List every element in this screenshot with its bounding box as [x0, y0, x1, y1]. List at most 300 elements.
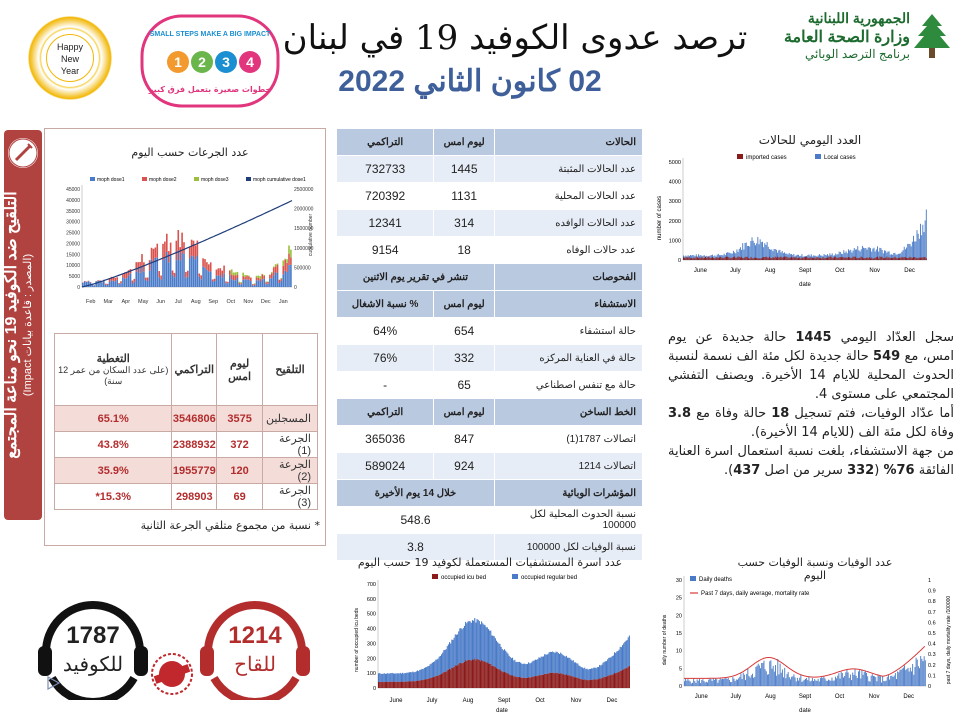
regular-bed-bar — [409, 672, 410, 681]
cases-label: عدد الحالات المثبتة — [495, 156, 643, 183]
regular-bed-bar — [616, 652, 617, 673]
table-row — [55, 432, 318, 458]
daily-deaths-bar — [858, 671, 859, 686]
vac-dose2-bar — [191, 240, 193, 256]
daily-cases-bar — [915, 241, 916, 260]
regular-bed-bar — [545, 654, 546, 673]
regular-bed-bar — [488, 629, 489, 663]
vac-y2-label: cumulative number — [308, 213, 314, 257]
legend-imported-swatch — [737, 154, 743, 159]
imported-cases-bar — [704, 258, 705, 260]
daily-deaths-bar — [692, 683, 693, 686]
summary-text-part: سجل العدّاد اليومي — [840, 330, 954, 345]
daily-deaths-bar — [841, 672, 842, 686]
daily-cases-bar — [753, 241, 754, 260]
vac-dose3-bar — [271, 272, 273, 273]
vac-dose1-bar — [231, 279, 233, 287]
imported-cases-bar — [683, 257, 684, 260]
vac-dose2-bar — [218, 268, 220, 276]
daily-deaths-bar — [899, 670, 900, 686]
daily-deaths-bar — [740, 674, 741, 686]
icu-bed-bar — [544, 674, 545, 688]
imported-cases-bar — [712, 257, 713, 260]
icu-bed-bar — [569, 675, 570, 688]
regular-bed-bar — [509, 656, 510, 675]
imported-cases-bar — [818, 257, 819, 260]
regular-bed-bar — [609, 658, 610, 676]
imported-cases-bar — [723, 258, 724, 260]
regular-bed-bar — [562, 655, 563, 674]
imported-cases-bar — [893, 257, 894, 260]
vac-dose1-bar — [139, 273, 141, 287]
imported-cases-bar — [778, 258, 779, 260]
axis-tick-label: 400 — [366, 626, 376, 633]
regular-bed-bar — [491, 635, 492, 666]
regular-bed-bar — [495, 638, 496, 667]
vac-dose1-bar — [107, 285, 109, 287]
vac-dose3-bar — [242, 273, 244, 276]
regular-bed-bar — [448, 644, 449, 669]
icu-bed-bar — [541, 675, 542, 688]
imported-cases-bar — [734, 257, 735, 260]
regular-bed-bar — [424, 668, 425, 680]
icu-bed-bar — [519, 677, 520, 688]
imported-cases-bar — [721, 258, 722, 260]
regular-bed-bar — [614, 652, 615, 673]
regular-bed-bar — [396, 673, 397, 681]
icu-bed-bar — [583, 680, 584, 688]
imported-cases-bar — [831, 257, 832, 260]
table-row — [337, 291, 643, 318]
daily-deaths-bar — [883, 681, 884, 686]
daily-deaths-bar — [833, 681, 834, 686]
imported-cases-bar — [886, 257, 887, 260]
imported-cases-bar — [752, 258, 753, 260]
daily-deaths-bar — [864, 672, 865, 686]
vac-row-yesterday: 120 — [217, 458, 263, 484]
imported-cases-bar — [718, 258, 719, 260]
imported-cases-bar — [792, 258, 793, 260]
vac-dose1-bar — [229, 275, 231, 287]
regular-bed-bar — [561, 654, 562, 674]
regular-bed-bar — [431, 664, 432, 678]
vac-row-label: المسجلين — [263, 406, 318, 432]
daily-cases-bar — [912, 242, 913, 260]
axis-month-label: Dec — [903, 694, 915, 700]
axis-tick-label: 5 — [678, 666, 682, 673]
icu-bed-bar — [460, 663, 461, 688]
regular-bed-bar — [580, 666, 581, 679]
icu-bed-bar — [450, 669, 451, 688]
imported-cases-bar — [710, 258, 711, 260]
regular-bed-bar — [402, 673, 403, 682]
cases-cumulative: 9154 — [337, 237, 434, 264]
regular-bed-bar — [425, 667, 426, 679]
daily-deaths-bar — [894, 676, 895, 686]
imported-cases-bar — [842, 257, 843, 260]
hotline-header-label: الخط الساخن — [495, 399, 643, 426]
hosp-header-yesterday: ليوم امس — [434, 291, 495, 318]
daily-deaths-bar — [712, 681, 713, 686]
axis-tick-label: 2000 — [668, 218, 681, 225]
imported-cases-bar — [921, 258, 922, 260]
vac-dose1-bar — [246, 280, 248, 287]
legend-local-swatch — [815, 154, 821, 159]
vac-dose2-bar — [231, 275, 233, 280]
vac-dose2-bar — [265, 282, 267, 284]
icu-bed-bar — [600, 679, 601, 688]
regular-bed-bar — [519, 662, 520, 677]
icu-bed-bar — [601, 678, 602, 688]
icu-bed-bar — [597, 679, 598, 688]
regular-bed-bar — [540, 658, 541, 675]
imported-cases-bar — [860, 258, 861, 260]
axis-month-label: Sept — [798, 694, 812, 700]
daily-deaths-bar — [874, 676, 875, 686]
imported-cases-bar — [761, 258, 762, 260]
axis-tick-label: 0 — [77, 285, 80, 291]
vac-dose3-bar — [282, 260, 284, 265]
summary-text-part: ). — [723, 463, 734, 478]
icu-bed-bar — [432, 677, 433, 688]
imported-cases-bar — [741, 257, 742, 260]
vac-dose1-bar — [263, 279, 265, 287]
daily-deaths-bar — [817, 681, 818, 686]
regular-bed-bar — [558, 653, 559, 673]
icu-bed-bar — [551, 673, 552, 688]
table-row — [55, 458, 318, 484]
icu-bed-bar — [388, 682, 389, 688]
regular-bed-bar — [392, 673, 393, 682]
summary-text-part: حالة جديدة لكل مئة الف نسمة لنسبة الحدوث المحلية للايام 14 الأخيرة. ويصنف التفشي المجتمعي على مستوى 4. — [668, 349, 954, 402]
hosp-yesterday: 65 — [434, 372, 495, 399]
summary-number: 437 — [733, 463, 761, 478]
axis-month-label: Oct — [535, 698, 545, 704]
daily-deaths-bar — [908, 668, 909, 686]
page-title: ترصد عدوى الكوفيد 19 في لبنان — [282, 18, 748, 58]
hotline-cumulative: 589024 — [337, 453, 434, 480]
table-row — [55, 484, 318, 510]
vac-dose1-bar — [286, 272, 288, 287]
icu-bed-bar — [379, 682, 380, 688]
imported-cases-bar — [865, 258, 866, 260]
daily-deaths-bar — [724, 678, 725, 686]
vac-dose1-bar — [189, 258, 191, 287]
daily-deaths-bar — [886, 681, 887, 686]
icu-bed-bar — [454, 667, 455, 688]
imported-cases-bar — [821, 258, 822, 260]
vac-dose3-bar — [240, 282, 242, 283]
icu-bed-bar — [576, 678, 577, 688]
imported-cases-bar — [789, 257, 790, 260]
icu-bed-bar — [582, 679, 583, 688]
axis-month-label: Aug — [190, 299, 201, 305]
vac-dose3-bar — [290, 250, 292, 258]
vac-dose1-bar — [101, 282, 103, 287]
regular-bed-bar — [582, 667, 583, 679]
daily-deaths-bar — [737, 680, 738, 686]
regular-bed-bar — [455, 634, 456, 665]
daily-deaths-bar — [700, 683, 701, 686]
daily-deaths-bar — [747, 669, 748, 686]
icu-bed-bar — [507, 674, 508, 688]
axis-tick-label: 10000 — [66, 263, 80, 270]
summary-number: 549 — [873, 349, 901, 364]
imported-cases-bar — [703, 258, 704, 260]
daily-deaths-bar — [790, 679, 791, 686]
regular-bed-bar — [535, 660, 536, 676]
icu-bed-bar — [593, 679, 594, 688]
cases-yesterday: 1445 — [434, 156, 495, 183]
vac-dose2-bar — [155, 248, 157, 258]
regular-bed-bar — [531, 662, 532, 677]
vac-dose2-bar — [288, 254, 290, 265]
epi-value: 3.8 — [337, 534, 495, 561]
daily-deaths-bar — [685, 679, 686, 686]
regular-bed-bar — [381, 674, 382, 682]
vac-dose3-bar — [244, 275, 246, 277]
daily-deaths-bar — [815, 680, 816, 686]
daily-deaths-bar — [797, 678, 798, 686]
icu-bed-bar — [414, 681, 415, 688]
regular-bed-bar — [598, 667, 599, 679]
daily-deaths-bar — [924, 656, 925, 686]
daily-deaths-bar — [761, 663, 762, 686]
regular-bed-bar — [619, 650, 620, 672]
daily-deaths-bar — [707, 682, 708, 686]
axis-tick-label: 300 — [366, 641, 376, 648]
imported-cases-bar — [881, 257, 882, 260]
icu-bed-bar — [502, 672, 503, 688]
imported-cases-bar — [707, 257, 708, 260]
regular-bed-bar — [503, 650, 504, 672]
icu-bed-bar — [578, 679, 579, 688]
vac-col-yesterday: ليوم امس — [217, 334, 263, 406]
tests-label: الفحوصات — [495, 264, 643, 291]
imported-cases-bar — [781, 257, 782, 260]
vac-dose1-bar — [128, 275, 130, 287]
deaths-chart-title: عدد الوفيات ونسبة الوفيات حسب اليوم — [737, 556, 893, 582]
daily-deaths-bar — [711, 679, 712, 686]
imported-cases-bar — [785, 257, 786, 260]
daily-cases-bar — [924, 232, 925, 260]
imported-cases-bar — [912, 258, 913, 260]
axis-tick-label: 30 — [675, 578, 682, 584]
icu-bed-bar — [433, 677, 434, 688]
imported-cases-bar — [746, 257, 747, 260]
imported-cases-bar — [768, 258, 769, 260]
icu-bed-bar — [509, 674, 510, 688]
daily-deaths-bar — [778, 674, 779, 686]
icu-bed-bar — [617, 672, 618, 688]
axis-tick-label: 200 — [366, 656, 376, 663]
icu-bed-bar — [560, 673, 561, 688]
daily-deaths-bar — [876, 681, 877, 686]
regular-bed-bar — [589, 669, 590, 680]
daily-cases-bar — [918, 234, 919, 260]
vac-row-coverage: 15.3%* — [55, 484, 172, 510]
daily-deaths-bar — [916, 658, 917, 686]
daily-deaths-bar — [717, 683, 718, 686]
icu-bed-bar — [609, 675, 610, 688]
vac-dose2-bar — [242, 276, 244, 280]
imported-cases-bar — [864, 258, 865, 260]
daily-deaths-bar — [753, 678, 754, 686]
imported-cases-bar — [901, 257, 902, 260]
daily-deaths-bar — [921, 659, 922, 686]
daily-deaths-bar — [803, 681, 804, 686]
imported-cases-bar — [733, 257, 734, 260]
hospital-beds-chart — [352, 570, 634, 715]
regular-bed-bar — [474, 618, 475, 659]
regular-bed-bar — [397, 673, 398, 682]
vac-legend-swatch — [246, 177, 251, 181]
ministry-logo-text — [770, 10, 910, 61]
daily-deaths-bar — [852, 673, 853, 686]
daily-deaths-bar — [828, 680, 829, 686]
imported-cases-bar — [767, 257, 768, 260]
regular-bed-bar — [415, 672, 416, 681]
icu-bed-bar — [384, 682, 385, 688]
imported-cases-bar — [832, 258, 833, 260]
icu-bed-bar — [553, 673, 554, 688]
vac-dose1-bar — [237, 278, 239, 287]
imported-cases-bar — [803, 258, 804, 260]
imported-cases-bar — [855, 257, 856, 260]
vac-dose1-bar — [93, 285, 95, 287]
vac-dose2-bar — [258, 278, 260, 280]
axis-tick-label: 0.4 — [928, 641, 936, 648]
vac-dose1-bar — [135, 272, 137, 287]
vac-dose2-bar — [208, 264, 210, 271]
axis-month-label: July — [426, 698, 438, 704]
daily-deaths-bar — [776, 676, 777, 686]
daily-deaths-bar — [912, 664, 913, 686]
icu-bed-bar — [549, 673, 550, 688]
summary-number: 332 — [847, 463, 875, 478]
vac-dose3-bar — [235, 272, 237, 275]
vac-dose2-bar — [172, 270, 174, 275]
regular-bed-bar — [536, 660, 537, 676]
imported-cases-bar — [850, 258, 851, 260]
daily-deaths-bar — [728, 678, 729, 686]
daily-deaths-bar — [844, 676, 845, 686]
daily-deaths-bar — [849, 678, 850, 686]
icu-bed-bar — [491, 666, 492, 688]
imported-cases-bar — [745, 257, 746, 260]
vac-dose2-bar — [151, 248, 153, 259]
imported-cases-bar — [699, 257, 700, 260]
imported-cases-bar — [829, 257, 830, 260]
icu-bed-bar — [511, 675, 512, 688]
regular-bed-bar — [459, 628, 460, 663]
imported-cases-bar — [920, 258, 921, 260]
axis-tick-label: 10 — [675, 648, 682, 655]
hosp-pct: - — [337, 372, 434, 399]
imported-cases-bar — [884, 258, 885, 260]
cases-label: عدد حالات الوفاه — [495, 237, 643, 264]
regular-bed-bar — [551, 652, 552, 673]
imported-cases-bar — [684, 258, 685, 260]
icu-bed-bar — [457, 665, 458, 688]
icu-bed-bar — [496, 668, 497, 688]
daily-deaths-bar — [799, 678, 800, 686]
imported-cases-bar — [817, 257, 818, 260]
regular-bed-bar — [544, 654, 545, 674]
icu-bed-bar — [521, 678, 522, 688]
daily-deaths-bar — [719, 680, 720, 686]
regular-bed-bar — [383, 674, 384, 682]
imported-cases-bar — [772, 257, 773, 260]
daily-deaths-bar — [888, 675, 889, 686]
table-row — [337, 372, 643, 399]
imported-cases-bar — [753, 258, 754, 260]
vac-dose2-bar — [290, 258, 292, 265]
icu-bed-bar — [401, 682, 402, 688]
play-icon[interactable] — [46, 676, 60, 690]
regular-bed-bar — [419, 670, 420, 681]
imported-cases-bar — [740, 258, 741, 260]
daily-deaths-bar — [709, 679, 710, 686]
imported-cases-bar — [853, 257, 854, 260]
daily-deaths-bar — [813, 681, 814, 686]
vac-dose3-bar — [256, 276, 258, 278]
vac-dose1-bar — [147, 281, 149, 287]
axis-tick-label: 500000 — [294, 265, 311, 272]
daily-deaths-bar — [829, 680, 830, 686]
icu-bed-bar — [611, 675, 612, 688]
daily-deaths-bar — [770, 660, 771, 686]
icu-bed-bar — [566, 674, 567, 688]
table-row — [337, 426, 643, 453]
imported-cases-bar — [724, 258, 725, 260]
icu-bed-bar — [530, 678, 531, 688]
daily-deaths-bar — [795, 677, 796, 686]
icu-bed-bar — [482, 661, 483, 688]
imported-cases-bar — [711, 258, 712, 260]
daily-deaths-bar — [758, 664, 759, 686]
daily-deaths-bar — [906, 669, 907, 686]
imported-cases-bar — [720, 257, 721, 260]
daily-deaths-bar — [825, 678, 826, 686]
daily-deaths-bar — [723, 679, 724, 686]
imported-cases-bar — [706, 258, 707, 260]
regular-bed-bar — [528, 662, 529, 677]
vac-dose2-bar — [256, 277, 258, 280]
daily-deaths-bar — [732, 677, 733, 686]
icu-bed-bar — [598, 679, 599, 688]
vac-dose3-bar — [277, 264, 279, 265]
imported-cases-bar — [738, 257, 739, 260]
icu-bed-bar — [613, 674, 614, 688]
summary-text — [668, 328, 954, 480]
imported-cases-bar — [825, 258, 826, 260]
regular-bed-bar — [534, 660, 535, 676]
daily-deaths-bar — [782, 669, 783, 686]
icu-bed-bar — [411, 681, 412, 688]
imported-cases-bar — [833, 258, 834, 260]
daily-deaths-bar — [805, 679, 806, 686]
vac-dose2-bar — [214, 279, 216, 281]
daily-cases-bar — [874, 248, 875, 260]
icu-bed-bar — [458, 664, 459, 688]
legend-icu-swatch — [432, 574, 438, 579]
regular-bed-bar — [442, 653, 443, 674]
imported-cases-bar — [898, 258, 899, 260]
icu-bed-bar — [418, 681, 419, 688]
regular-bed-bar — [471, 623, 472, 661]
imported-cases-bar — [698, 258, 699, 260]
